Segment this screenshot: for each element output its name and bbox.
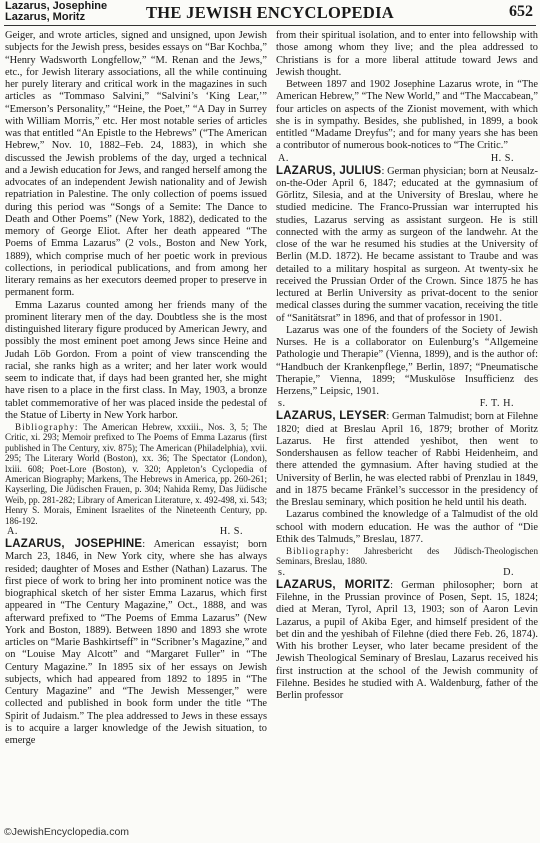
josephine-continued: from their spiritual isolation, and to enter into fellowship with those among whom they live; and the plea addressed to Christians is for a more liberal attitude toward Jews and Jewish thought. [276,30,538,78]
header-rule [4,25,536,26]
signature-author: H. S. [219,526,243,538]
julius-text: : German physician; born at Neusalz-on-the-Oder April 6, 1847; educated at the gymnasium of Görlitz, Silesia, and at the University of Breslau, where he studied medicine. The Franco-Prussian war interrupted his studies, Lazarus serving as assistant surgeon. He is still connected with the army as surgeon of the landwehr. At the close of the war he resumed his studies at the University of Berlin (M.D. 1872). He became assistant to Traube and was detailed to a military hospital as surgeon. At twenty-six he received the Prussian Order of the Crown. Since 1875 he has lectured at Berlin University as privat-docent to the senior medical classes during the summer vacation, receiving the title of “Sanitätsrat” in 1896, and that of professor in 1901. [276,165,538,324]
headword-josephine: LAZARUS, JOSEPHINE [5,538,143,551]
leyser-bibliography [276,546,538,567]
emma-paragraph-2: Emma Lazarus counted among her friends many of the prominent literary men of the day. Doubtless she is the most distinguished literary figure produced by American Jewry, and possibly the most eminent poet among Jews since Heine and Judah Löb Gordon. From a point of view transcending the racial, she ranks high as a writer; and her later work would seem to indicate that, if days had been granted her, she might have risen to a place in the first class. In May, 1903, a bronze tablet commemorative of her was placed inside the pedestal of the Statue of Liberty in New York harbor. [5,299,267,421]
page-number: 652 [509,3,533,20]
signature-initial: A. [7,526,18,538]
signature-line [276,398,538,410]
bibliography-text: Jahresbericht des Jüdisch-Theologischen Seminars, Breslau, 1880. [276,546,538,567]
josephine-text: : American essayist; born March 23, 1846, in New York city, where she has always resided; daughter of Moses and Esther (Nathan) Lazarus. The first piece of work to bring her into prominent notice was the biographical sketch of her sister Emma Lazarus, which first appeared in “The Century Magazine,” Oct., 1888, and was afterward prefixed to “The Poems of Emma Lazarus” (New York and Boston, 1889). Between 1890 and 1893 she wrote articles on “Marie Bashkirtseff” in “Scribner’s Magazine,” and on “Louise May Alcott” and “Margaret Fuller” in “The Century Magazine.” In 1895 six of her essays on Jewish subjects, which had appeared from 1892 to 1895 in “The Century Magazine” and “The Jewish Messenger,” were collected and published in book form under the title “The Spirit of Judaism.” The plea addressed to Jews in these essays is to acquire a larger knowledge of the Jewish situation, to emerge [5,539,267,747]
signature-line [276,153,538,165]
headword-julius: LAZARUS, JULIUS [276,164,382,177]
signature-line [5,526,267,538]
page-header [0,0,540,30]
signature-line [276,567,538,579]
running-head-last: Lazarus, Moritz [5,10,86,23]
signature-author: F. T. H. [479,398,514,410]
leyser-entry [276,410,538,509]
signature-author: D. [503,566,514,578]
emma-paragraph-1: Geiger, and wrote articles, signed and unsigned, upon Jewish subjects for the Jewish press, besides essays on “Bar Kochba,” “Henry Wadsworth Longfellow,” “M. Renan and the Jews,” etc., for Jewish literary associations, all the while continuing her purely literary and critical work in the magazines in such articles as “Tommaso Salvini,” “Salvini’s ‘King Lear,’” “Emerson’s Personality,” “Heine, the Poet,” “A Day in Surrey with William Morris,” etc. Her most notable series of articles was that entitled “An Epistle to the Hebrews” (“The American Hebrew,” Nov. 10, 1882–Feb. 24, 1883), in which she discussed the Jewish problems of the day, urged a technical and a Jewish education for Jews, and ranged herself among the advocates of an independent Jewish nationality and of Jewish repatriation in Palestine. The only collection of poems issued during this period was “Songs of a Semite: The Dance to Death and Other Poems” (New York, 1882), dedicated to the memory of George Eliot. After her death appeared “The Poems of Emma Lazarus” (2 vols., Boston and New York, 1889), which comprise much of her poetic work in previous collections, in periodical publications, and from among her literary remains as her executors deemed proper to preserve in permanent form. [5,30,267,299]
julius-entry [276,165,538,325]
emma-bibliography [5,422,267,526]
leyser-text: : German Talmudist; born at Filehne 1820; died at Breslau April 16, 1879; brother of Moritz Lazarus. He first attended yeshibot, then went to Sondershausen as fellow teacher of Rabbi Heidenheim, and there attended the gymnasium. After having studied at the University of Berlin, he was elected rabbi of Prenzlau in 1849, and in 1875 became Fränkel’s successor in the presidency of the Breslau seminary, which position he held until his death. [276,411,538,508]
moritz-text: : German philosopher; born at Filehne, in the Prussian province of Posen, Sept. 15, 1824; died at Meran, Tyrol, April 13, 1903; son of Aaron Levin Lazarus, a pupil of Akiba Eger, and himself president of the bet din and the yeshibah of Filehne (died there Feb. 26, 1874). With his brother Leyser, who later became president of the Jewish Theological Seminary of Breslau, Lazarus received his first instruction at the school of the Jewish community of Filehne. Besides he studied with A. Waldenburg, father of the Berlin professor [276,579,538,702]
bibliography-label: Bibliography: [15,422,79,432]
signature-author: H. S. [490,152,514,164]
right-column [276,30,538,702]
bibliography-label: Bibliography: [286,546,350,556]
headword-moritz: LAZARUS, MORITZ [276,578,391,591]
josephine-paragraph-2: Between 1897 and 1902 Josephine Lazarus wrote, in “The American Hebrew,” “The New World,” and “The Maccabean,” four articles on aspects of the Zionist movement, with which she is in sympathy. Besides, she published, in 1899, a book entitled “Madame Dreyfus”; and for many years she has been a contributor of numerous book-notices to “The Critic.” [276,79,538,152]
footer-watermark: ©JewishEncyclopedia.com [4,826,130,838]
signature-initial: A. [278,152,289,164]
journal-title: THE JEWISH ENCYCLOPEDIA [145,3,395,22]
leyser-paragraph-2: Lazarus combined the knowledge of a Talmudist of the old school with modern education. He was the author of “Die Ethik des Talmuds,” Breslau, 1877. [276,509,538,545]
julius-paragraph-2: Lazarus was one of the founders of the Society of Jewish Nurses. He is a collaborator on Eulenburg’s “Allgemeine Pathologie und Therapie” (Vienna, 1899), and is the author of: “Handbuch der Krankenpflege,” Berlin, 1897; “Pneumatische Therapie,” Vienna, 1899; “Muskulöse Insufficienz des Herzens,” Leipsic, 1901. [276,324,538,397]
signature-initial: s. [278,398,286,410]
headword-leyser: LAZARUS, LEYSER [276,410,387,423]
moritz-entry [276,579,538,703]
josephine-entry [5,538,267,747]
running-head-first: Lazarus, Josephine [5,0,108,12]
left-column [5,30,267,747]
bibliography-text: The American Hebrew, xxxiii., Nos. 3, 5; The Critic, xi. 293; Memoir prefixed to The Poems of Emma Lazarus (first published in The Century, xiv. 875); The American (Philadelphia), xvii. 295; The Literary World (Boston), xx. 36; The Spectator (London), lxiii. 608; Poet-Lore (Boston), v. 320; Appleton’s Cyclopedia of American Biography; Markens, The Hebrews in America, pp. 260-261; Kayserling, Die Jüdischen Frauen, p. 304; Nahida Remy, Das Jüdische Weib, pp. 281-282; Library of American Literature, x. 492-498, xi. 543; Henry S. Morais, Eminent Israelites of the Nineteenth Century, pp. 186-192. [5,422,267,526]
signature-initial: s. [278,566,286,578]
